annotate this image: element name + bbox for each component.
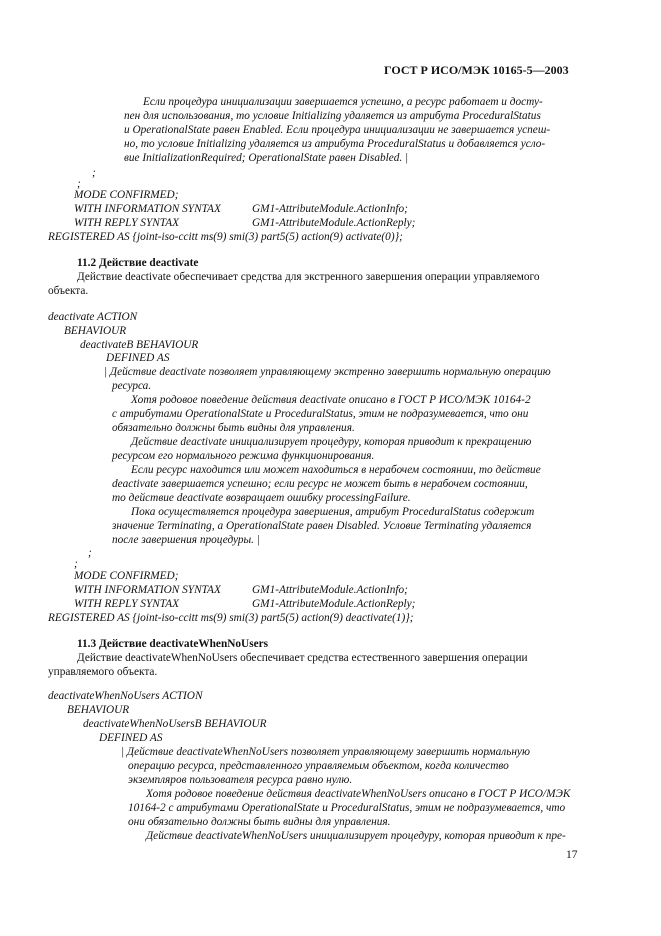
text-line: ресурса.	[112, 380, 152, 392]
text-line: GM1-AttributeModule.ActionReply;	[252, 217, 416, 229]
text-line: после завершения процедуры. |	[112, 534, 260, 546]
section-heading: 11.2 Действие deactivate	[77, 257, 199, 269]
text-line: они обязательно должны быть видны для управления.	[128, 816, 391, 828]
text-line: deactivate завершается успешно; если ресурс не может быть в нерабочем состоянии,	[112, 478, 528, 490]
text-line: Действие deactivate обеспечивает средства для экстренного завершения операции управляемого	[77, 271, 540, 283]
text-line: но, то условие Initializing удаляется из атрибута ProceduralStatus и добавляется усло-	[124, 138, 546, 150]
text-line: Действие deactivate инициализирует процедуру, которая приводит к прекращению	[131, 436, 532, 448]
text-line: | Действие deactivateWhenNoUsers позволяет управляющему завершить нормальную	[121, 746, 530, 758]
text-line: Хотя родовое поведение действия deactivate описано в ГОСТ Р ИСО/МЭК 10164-2	[131, 394, 531, 406]
text-line: то действие deactivate возвращает ошибку processingFailure.	[112, 492, 411, 504]
text-line: вие InitializationRequired; OperationalState равен Disabled. |	[124, 152, 409, 164]
text-line: REGISTERED AS {joint-iso-ccitt ms(9) smi(3) part5(5) action(9) activate(0)};	[48, 231, 403, 243]
text-line: с атрибутами OperationalState и ProceduralStatus, этим не подразумевается, что они	[112, 408, 529, 420]
text-line: WITH REPLY SYNTAX	[74, 217, 180, 229]
text-line: объекта.	[48, 285, 89, 297]
text-line: deactivateWhenNoUsersB BEHAVIOUR	[83, 718, 267, 730]
text-line: ;	[74, 558, 78, 570]
text-line: deactivate ACTION	[48, 311, 138, 323]
text-line: Действие deactivateWhenNoUsers обеспечивает средства естественного завершения операции	[77, 652, 528, 664]
section-heading: 11.3 Действие deactivateWhenNoUsers	[77, 638, 269, 650]
standard-header: ГОСТ Р ИСО/МЭК 10165-5—2003	[384, 63, 569, 77]
text-line: Если ресурс находится или может находиться в нерабочем состоянии, то действие	[131, 464, 541, 476]
text-line: Если процедура инициализации завершается успешно, а ресурс работает и досту-	[143, 96, 543, 108]
text-line: BEHAVIOUR	[67, 704, 130, 716]
text-line: WITH INFORMATION SYNTAX	[74, 584, 221, 596]
text-line: экземпляров пользователя ресурса равно нулю.	[128, 774, 353, 786]
text-line: DEFINED AS	[106, 352, 170, 364]
text-line: GM1-AttributeModule.ActionInfo;	[252, 203, 408, 215]
text-line: REGISTERED AS {joint-iso-ccitt ms(9) smi(3) part5(5) action(9) deactivate(1)};	[48, 612, 414, 624]
text-line: MODE CONFIRMED;	[74, 189, 179, 201]
text-line: обязательно должны быть видны для управления.	[112, 422, 355, 434]
text-line: Действие deactivateWhenNoUsers инициализирует процедуру, которая приводит к пре-	[146, 830, 566, 842]
text-line: WITH REPLY SYNTAX	[74, 598, 180, 610]
text-line: MODE CONFIRMED;	[74, 570, 179, 582]
text-line: GM1-AttributeModule.ActionInfo;	[252, 584, 408, 596]
text-line: BEHAVIOUR	[64, 325, 127, 337]
text-line: значение Terminating, а OperationalState равен Disabled. Условие Terminating удаляется	[112, 520, 532, 532]
text-line: | Действие deactivate позволяет управляющему экстренно завершить нормальную операцию	[104, 366, 551, 378]
page-number: 17	[566, 849, 578, 861]
text-line: ;	[92, 167, 96, 179]
text-line: управляемого объекта.	[48, 666, 158, 678]
text-line: 10164-2 с атрибутами OperationalState и ProceduralStatus, этим не подразумевается, что	[128, 802, 566, 814]
text-line: ;	[88, 547, 92, 559]
text-line: пен для использования, то условие Initializing удаляется из атрибута ProceduralStatus	[124, 110, 541, 122]
text-line: GM1-AttributeModule.ActionReply;	[252, 598, 416, 610]
text-line: Пока осуществляется процедура завершения, атрибут ProceduralStatus содержит	[131, 506, 535, 518]
text-line: WITH INFORMATION SYNTAX	[74, 203, 221, 215]
text-line: deactivateB BEHAVIOUR	[80, 339, 199, 351]
text-line: и OperationalState равен Enabled. Если процедура инициализации не завершается успеш-	[124, 124, 551, 136]
text-line: ;	[77, 178, 81, 190]
text-line: DEFINED AS	[99, 732, 163, 744]
text-line: операцию ресурса, представленного управляемым объектом, когда количество	[128, 760, 509, 772]
text-line: ресурсом его нормального режима функционирования.	[112, 450, 375, 462]
text-line: deactivateWhenNoUsers ACTION	[48, 690, 203, 702]
text-line: Хотя родовое поведение действия deactivateWhenNoUsers описано в ГОСТ Р ИСО/МЭК	[146, 788, 571, 800]
